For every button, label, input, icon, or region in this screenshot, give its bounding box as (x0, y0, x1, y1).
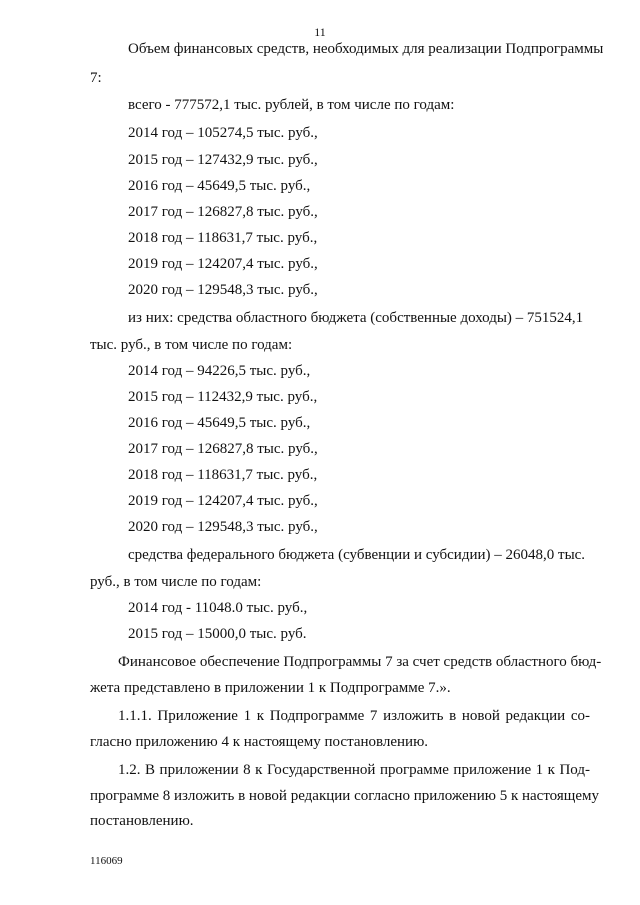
paragraph-line: Финансовое обеспечение Подпрограммы 7 за счет средств областного бюд- (118, 654, 602, 670)
text-line: Объем финансовых средств, необходимых для реализации Подпрограммы (128, 41, 604, 57)
year-line: 2017 год – 126827,8 тыс. руб., (128, 204, 318, 220)
paragraph-line: жета представлено в приложении 1 к Подпрограмме 7.». (90, 680, 451, 696)
paragraph-line: гласно приложению 4 к настоящему постановлению. (90, 734, 429, 750)
year-line: 2019 год – 124207,4 тыс. руб., (128, 493, 318, 509)
text-line: тыс. руб., в том числе по годам: (90, 337, 293, 353)
year-line: 2015 год – 127432,9 тыс. руб., (128, 152, 318, 168)
paragraph-line: 1.2. В приложении 8 к Государственной программе приложение 1 к Под- (118, 762, 590, 778)
year-line: 2019 год – 124207,4 тыс. руб., (128, 256, 318, 272)
year-line: 2020 год – 129548,3 тыс. руб., (128, 519, 318, 535)
text-line: из них: средства областного бюджета (собственные доходы) – 751524,1 (128, 310, 584, 326)
year-line: 2016 год – 45649,5 тыс. руб., (128, 178, 311, 194)
page-number: 11 (314, 25, 326, 39)
document-code: 116069 (90, 855, 123, 867)
text-line: всего - 777572,1 тыс. рублей, в том числе по годам: (128, 97, 455, 113)
year-line: 2016 год – 45649,5 тыс. руб., (128, 415, 311, 431)
year-line: 2014 год - 11048.0 тыс. руб., (128, 600, 308, 616)
year-line: 2018 год – 118631,7 тыс. руб., (128, 467, 318, 483)
year-line: 2017 год – 126827,8 тыс. руб., (128, 441, 318, 457)
text-line: руб., в том числе по годам: (90, 574, 262, 590)
year-line: 2020 год – 129548,3 тыс. руб., (128, 282, 318, 298)
paragraph-line: программе 8 изложить в новой редакции согласно приложению 5 к настоящему (90, 788, 599, 804)
year-line: 2014 год – 105274,5 тыс. руб., (128, 125, 318, 141)
paragraph-line: 1.1.1. Приложение 1 к Подпрограмме 7 изложить в новой редакции со- (118, 708, 590, 724)
paragraph-line: постановлению. (90, 813, 194, 829)
year-line: 2015 год – 15000,0 тыс. руб. (128, 626, 307, 642)
year-line: 2015 год – 112432,9 тыс. руб., (128, 389, 318, 405)
year-line: 2018 год – 118631,7 тыс. руб., (128, 230, 318, 246)
text-line: средства федерального бюджета (субвенции и субсидии) – 26048,0 тыс. (128, 547, 586, 563)
year-line: 2014 год – 94226,5 тыс. руб., (128, 363, 311, 379)
text-line: 7: (90, 70, 102, 86)
